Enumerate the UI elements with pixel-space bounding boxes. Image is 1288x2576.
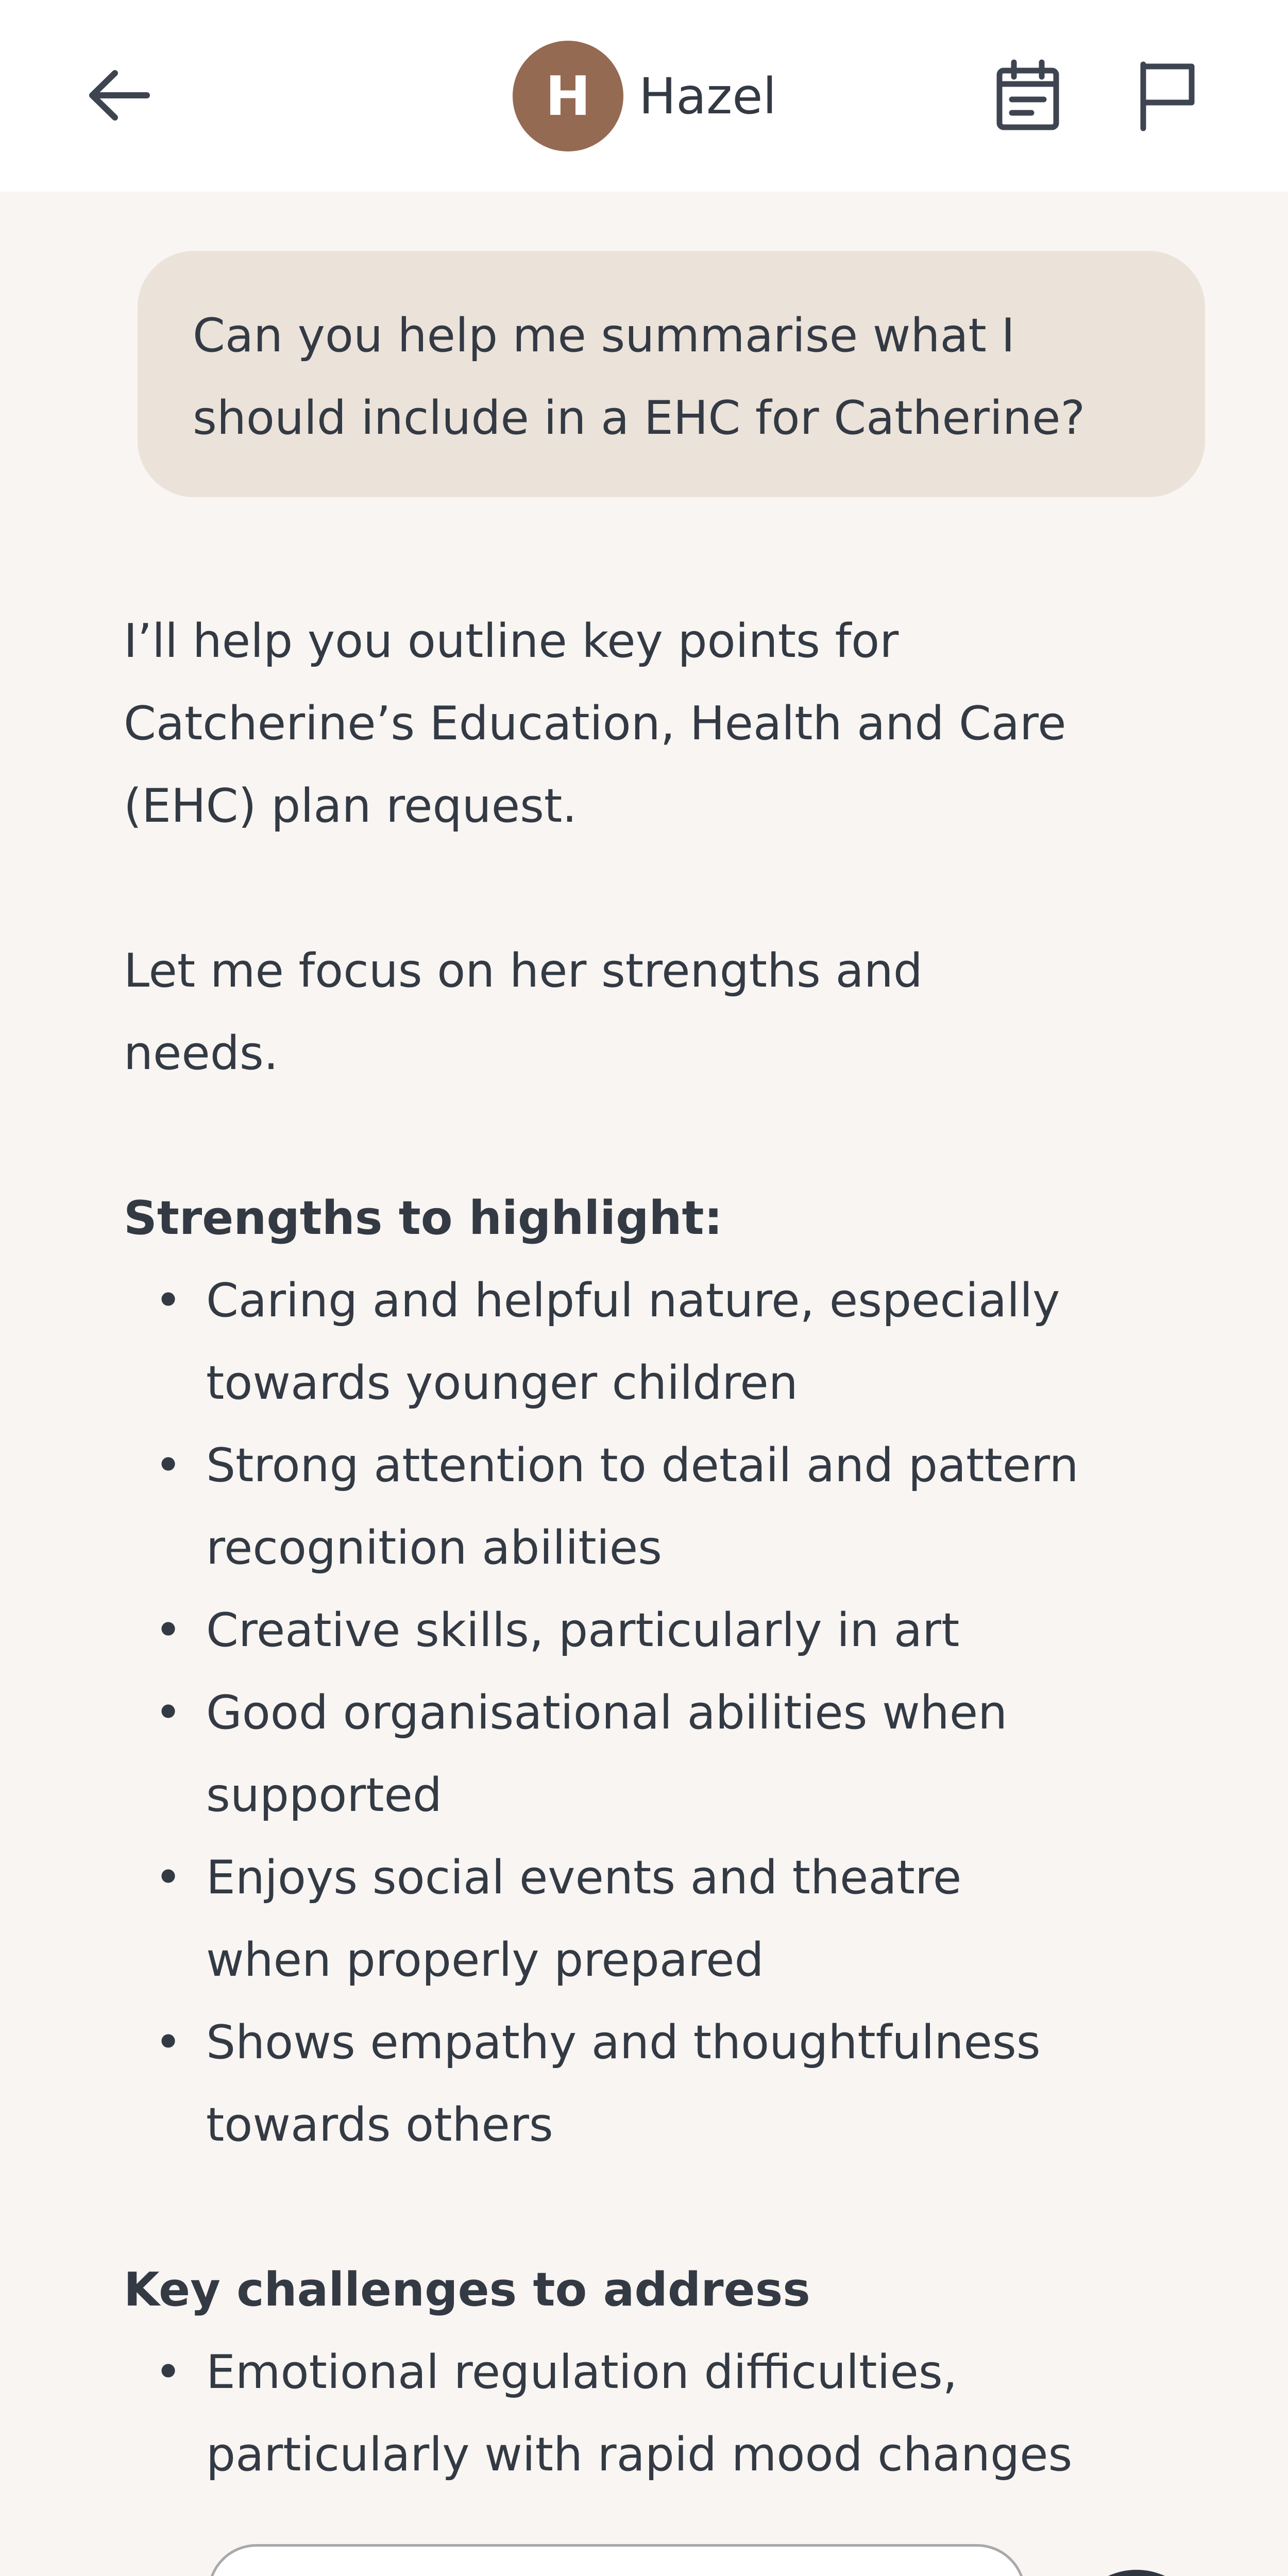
contact-title: [513, 41, 776, 151]
list-item-line: Creative skills, particularly in art: [206, 1603, 960, 1657]
send-button[interactable]: [1068, 2570, 1205, 2576]
assistant-text-line: (EHC) plan request.: [124, 779, 577, 833]
list-item: • Shows empathy and thoughtfulness towards others: [124, 2002, 1175, 2166]
user-message-line: Can you help me summarise what I: [193, 309, 1015, 363]
arrow-left-icon: [85, 67, 152, 124]
list-item: • Good organisational abilities when supported: [124, 1672, 1175, 1837]
assistant-intro: [124, 600, 1175, 848]
list-item-line: Shows empathy and thoughtfulness: [206, 2015, 1041, 2070]
list-item-line: towards younger children: [206, 1356, 798, 1410]
list-item-line: recognition abilities: [206, 1521, 662, 1575]
list-item-line: Good organisational abilities when: [206, 1686, 1008, 1740]
back-button[interactable]: [77, 57, 160, 134]
list-item-line: particularly with rapid mood changes: [206, 2428, 1073, 2482]
challenges-heading: Key challenges to address: [124, 2263, 810, 2317]
list-item-line: Strong attention to detail and pattern: [206, 1438, 1079, 1493]
strengths-heading: Strengths to highlight:: [124, 1191, 723, 1245]
list-item: • Enjoys social events and theatre when properly prepared: [124, 1837, 1175, 2002]
notes-button[interactable]: [987, 54, 1069, 137]
strengths-list: [124, 1260, 1175, 2166]
assistant-text-line: I’ll help you outline key points for: [124, 614, 899, 668]
header-bar: [0, 0, 1288, 192]
user-message-line: should include in a EHC for Catherine?: [193, 391, 1086, 445]
challenges-list: [124, 2331, 1175, 2496]
list-item: • Caring and helpful nature, especially towards younger children: [124, 1260, 1175, 1425]
list-item: • Strong attention to detail and pattern recognition abilities: [124, 1425, 1175, 1589]
assistant-text-line: needs.: [124, 1026, 279, 1080]
assistant-message: [124, 600, 1175, 2496]
list-item-line: Enjoys social events and theatre: [206, 1851, 962, 1905]
list-item-line: Emotional regulation difficulties,: [206, 2345, 958, 2399]
clipboard-icon: [994, 59, 1061, 131]
message-composer: [0, 2509, 1288, 2576]
user-message-bubble: [138, 251, 1205, 497]
list-item: • Creative skills, particularly in art: [124, 1589, 1175, 1672]
assistant-focus: [124, 930, 1175, 1095]
assistant-text-line: Catcherine’s Education, Health and Care: [124, 697, 1066, 751]
list-item-line: towards others: [206, 2098, 553, 2152]
avatar: H: [513, 41, 623, 151]
contact-name: Hazel: [639, 67, 777, 125]
flag-icon: [1136, 59, 1198, 131]
assistant-text-line: Let me focus on her strengths and: [124, 944, 923, 998]
list-item: • Emotional regulation difficulties, particularly with rapid mood changes: [124, 2331, 1175, 2496]
list-item-line: Caring and helpful nature, especially: [206, 1274, 1060, 1328]
flag-button[interactable]: [1126, 54, 1208, 137]
list-item-line: supported: [206, 1768, 443, 1822]
message-input[interactable]: [208, 2544, 1026, 2576]
list-item-line: when properly prepared: [206, 1933, 764, 1987]
